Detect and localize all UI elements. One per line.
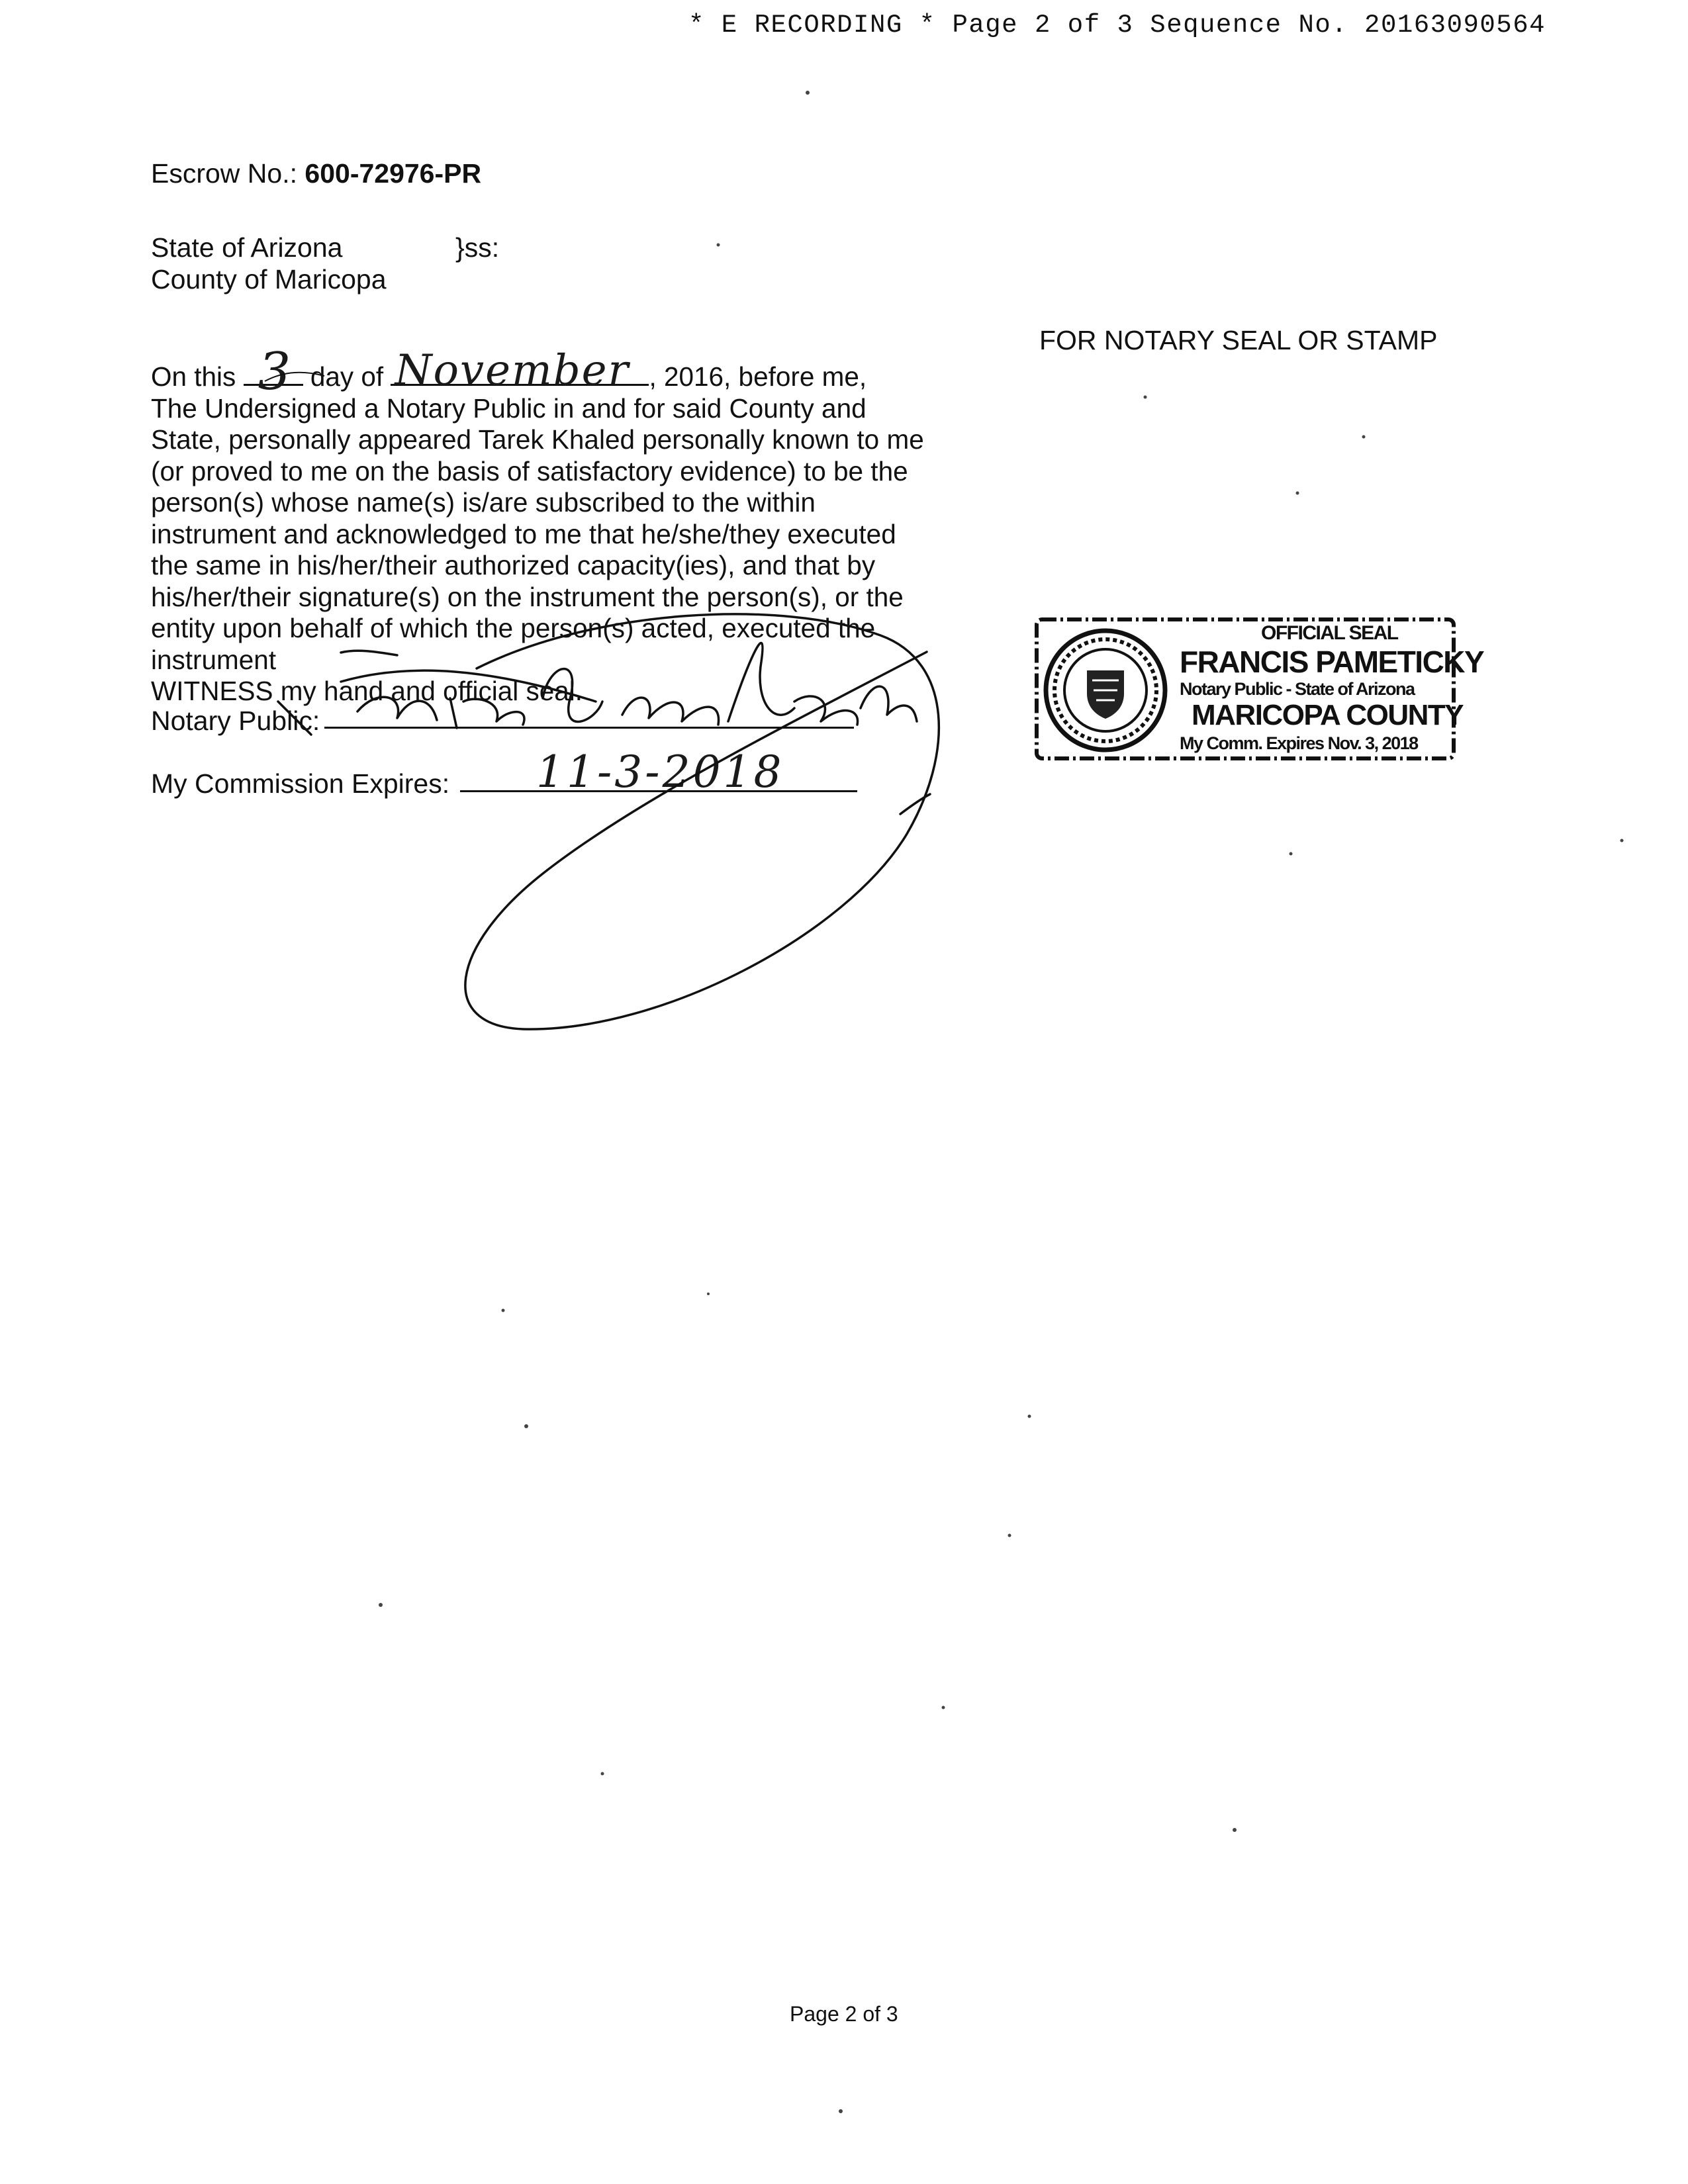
stamp-notary-name: FRANCIS PAMETICKY [1180,645,1484,679]
year-text: , 2016, before me, [649,361,867,392]
handwritten-expiry: 11-3-2018 [536,747,784,797]
escrow-label: Escrow No.: [151,158,297,189]
venue-state: State of Arizona [151,232,343,263]
acknowledgment-line: State, personally appeared Tarek Khaled personally known to me [151,424,924,455]
stamp-county: MARICOPA COUNTY [1192,699,1464,731]
stamp-notary-title: Notary Public - State of Arizona [1180,679,1415,699]
witness-line: WITNESS my hand and official seal. [151,676,583,706]
acknowledgment-line: his/her/their signature(s) on the instrument the person(s), or the [151,581,904,612]
notary-seal-label: FOR NOTARY SEAL OR STAMP [1039,325,1438,355]
acknowledgment-line: entity upon behalf of which the person(s) acted, executed the [151,613,876,643]
venue-county: County of Maricopa [151,264,387,295]
acknowledgment-line: The Undersigned a Notary Public in and for said County and [151,392,867,424]
acknowledgment-line: instrument [151,644,277,675]
stamp-expiry: My Comm. Expires Nov. 3, 2018 [1180,733,1418,753]
commission-expires-label: My Commission Expires: [151,768,450,799]
page-number: Page 2 of 3 [790,2002,898,2026]
day-of-text: day of [310,361,384,392]
official-seal-stamp [1033,608,1484,773]
acknowledgment-line: the same in his/her/their authorized capacity(ies), and that by [151,550,876,580]
acknowledgment-line: instrument and acknowledged to me that he/she/they executed [151,518,896,549]
handwritten-month: November [395,345,630,395]
escrow-number: 600-72976-PR [305,158,482,189]
acknowledgment-line: (or proved to me on the basis of satisfactory evidence) to be the [151,455,908,486]
stamp-official-seal: OFFICIAL SEAL [1261,622,1398,644]
notary-public-label: Notary Public: [151,705,320,736]
venue-ss: }ss: [455,232,500,263]
recording-header: * E RECORDING * Page 2 of 3 Sequence No. 20163090564 [688,11,1546,40]
handwritten-day: 3 [258,341,291,402]
on-this-text: On this [151,361,236,392]
acknowledgment-line: person(s) whose name(s) is/are subscribed to the within [151,487,816,518]
